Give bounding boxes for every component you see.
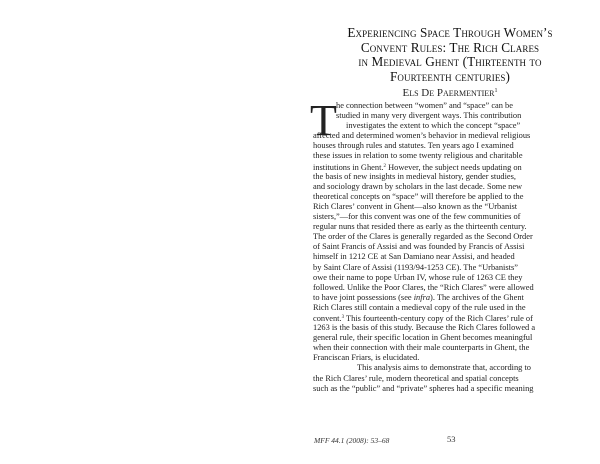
author-name: Els De Paermentier [402,87,495,99]
body-line: Rich Clares’ convent in Ghent—also known as the “Urbanist [313,201,518,211]
body-line: these issues in relation to some twenty religious and charitable [313,151,523,161]
page-number: 53 [447,434,456,444]
article-title [318,26,582,84]
body-line: Rich Clares still contain a medieval copy of the rule used in the [313,302,526,312]
journal-citation: MFF 44.1 (2008): 53–68 [314,436,390,445]
body-line: This analysis aims to demonstrate that, according to [357,363,531,373]
body-line: by Saint Clare of Assisi (1193/94-1253 CE). The “Urbanists” [313,262,518,272]
footnote-marker: 2 [383,163,386,169]
body-line: The order of the Clares is generally regarded as the Second Order [313,232,533,242]
body-line: owe their name to pope Urban IV, whose rule of 1263 CE they [313,272,523,282]
body-line: regular nuns that resided there as early as the thirteenth century. [313,222,527,232]
body-segment: This fourteenth-century copy of the Rich Clares’ rule of [344,313,533,323]
body-line: houses through rules and statutes. Ten years ago I examined [313,141,514,151]
title-line: in Medieval Ghent (Thirteenth to [358,54,542,70]
footnote-marker: 3 [341,314,345,320]
title-line: Convent Rules: The Rich Clares [360,39,540,55]
body-line: he connection between “women” and “space” can be [336,101,513,110]
drop-cap: T [310,96,337,145]
body-segment: However, the subject needs updating on [386,162,522,172]
body-line: such as the “public” and “private” spheres had a specific meaning [313,383,534,393]
body-line: 1263 is the basis of this study. Because the Rich Clares followed a [313,323,536,333]
body-segment: to have joint possessions (see [313,292,414,302]
author-byline [318,87,582,99]
body-line: himself in 1212 CE at San Damiano near Assisi, and headed [313,252,515,262]
body-line: when their connection with their male counterparts in Ghent, the [313,343,530,353]
body-line: the Rich Clares’ rule, modern theoretical and spatial concepts [313,373,519,383]
body-line: and sociology drawn by scholars in the last decade. Some new [313,181,523,191]
author-footnote-marker: 1 [494,88,498,94]
body-line [313,313,591,323]
body-segment: ). The archives of the Ghent [430,292,524,302]
body-line [313,293,591,303]
body-line: the basis of new insights in medieval history, gender studies, [313,171,516,181]
body-segment: convent. [313,313,342,323]
body-line: Franciscan Friars, is elucidated. [313,353,420,363]
body-line: general rule, their specific location in Ghent becomes meaningful [313,333,533,343]
body-line: investigates the extent to which the concept “space” [346,121,521,131]
title-line: Experiencing Space Through Women’s [347,25,553,40]
title-line: Fourteenth centuries) [389,68,511,84]
body-line: sisters,”—for this convent was one of the few communities of [313,212,521,222]
italic-term: infra [413,292,431,302]
body-line: of Saint Francis of Assisi and was founded by Francis of Assisi [313,242,525,252]
body-line: affected and determined women’s behavior in medieval religious [313,131,531,141]
body-line [313,162,591,172]
body-line: theoretical concepts on “space” will therefore be applied to the [313,191,524,201]
body-segment: institutions in Ghent. [313,162,384,172]
body-line: studied in many very divergent ways. This contribution [336,111,522,121]
article-body [313,101,591,394]
body-line: followed. Unlike the Poor Clares, the “Rich Clares” were allowed [313,282,534,292]
